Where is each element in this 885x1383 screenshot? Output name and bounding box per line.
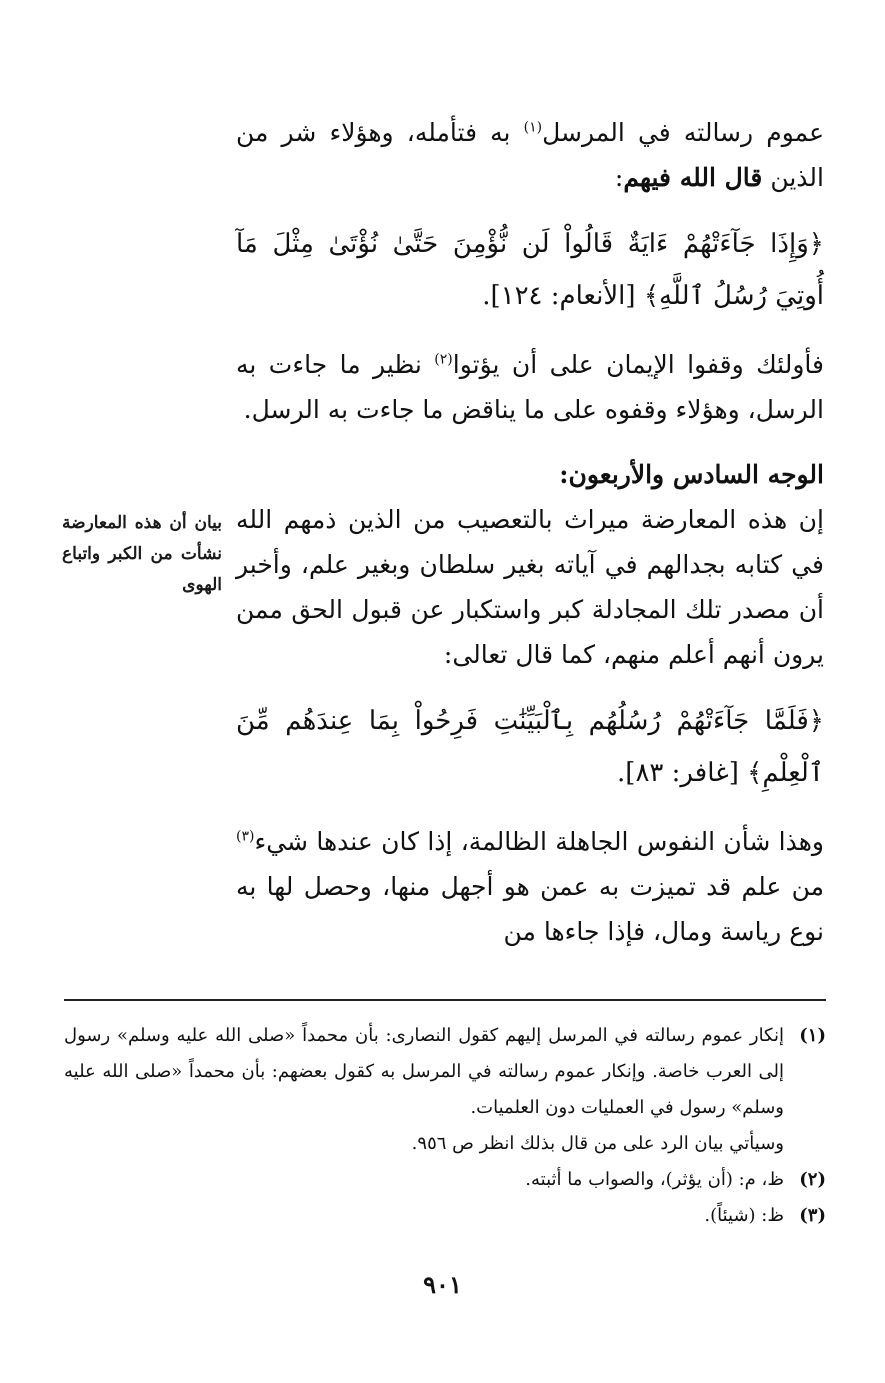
footnote-3 bbox=[64, 1198, 826, 1234]
footnote-number: (٢) bbox=[799, 1169, 826, 1190]
paragraph-2: فأولئك وقفوا الإيمان على أن يؤتوا$^{(٢)}$ نظير ما جاءت به الرسل، وهؤلاء وقفوه على ما يناقض ما جاءت به الرسل. bbox=[236, 350, 824, 424]
paragraph-4: وهذا شأن النفوس الجاهلة الظالمة، إذا كان عندها شيء$^{(٣)}$ من علم قد تميزت به عمن هو أجهل منها، وحصل لها به نوع رياسة ومال، فإذا جاءها من bbox=[236, 827, 824, 946]
margin-note: بيان أن هذه المعارضة نشأت من الكبر واتباع الهوى bbox=[62, 513, 222, 595]
footnote-1 bbox=[64, 1018, 826, 1126]
footnote-marker-3: (٣) bbox=[236, 828, 255, 845]
footnote-1-continuation: وسيأتي بيان الرد على من قال بذلك انظر ص ٩٥٦. bbox=[411, 1133, 784, 1154]
paragraph-1: عموم رسالته في المرسل$^{(١)}$ به فتأمله، وهؤلاء شر من الذين قال الله فيهم: bbox=[236, 118, 824, 192]
footnote-marker-1: (١) bbox=[523, 119, 543, 136]
footnote-2 bbox=[64, 1162, 826, 1198]
paragraph-3: إن هذه المعارضة ميراث بالتعصيب من الذين ذمهم الله في كتابه بجدالهم في آياته بغير سلطان وبغير علم، وأخبر أن مصدر تلك المجادلة كبر واستكبار عن قبول الحق ممن يرون أنهم أعلم منهم، كما قال تعالى: bbox=[236, 505, 824, 669]
footnote-text: ظ: (شيئاً). bbox=[704, 1205, 784, 1226]
footnote-marker-2: (٢) bbox=[434, 351, 453, 368]
footnote-text: ظ، م: (أن يؤثر)، والصواب ما أثبته. bbox=[525, 1169, 784, 1190]
footnote-text: إنكار عموم رسالته في المرسل إليهم كقول النصارى: بأن محمداً «صلى الله عليه وسلم» رسول إلى العرب خاصة. وإنكار عموم رسالته في المرسل به كقول بعضهم: بأن محمداً «صلى الله عليه وسلم» رسول في العمليات دون العلميات. bbox=[64, 1025, 784, 1118]
verse-reference-2: [غافر: ٨٣]. bbox=[617, 758, 748, 788]
footnote-separator bbox=[64, 999, 826, 1001]
quran-verse-1: ﴿وَإِذَا جَآءَتْهُمْ ءَايَةٌ قَالُواْ لَن نُّؤْمِنَ حَتَّىٰ نُؤْتَىٰ مِثْلَ مَآ أُوتِيَ رُسُلُ ٱللَّهِ﴾ [الأنعام: ١٢٤]. bbox=[236, 229, 824, 311]
main-text bbox=[236, 110, 824, 954]
footnotes bbox=[64, 1018, 826, 1234]
footnote-number: (٣) bbox=[799, 1205, 826, 1226]
footnote-number: (١) bbox=[799, 1025, 826, 1046]
section-heading: الوجه السادس والأربعون: bbox=[559, 460, 824, 489]
quran-verse-2: ﴿فَلَمَّا جَآءَتْهُمْ رُسُلُهُم بِٱلْبَيِّنَٰتِ فَرِحُواْ بِمَا عِندَهُم مِّنَ ٱلْعِلْمِ﴾ [غافر: ٨٣]. bbox=[236, 706, 824, 788]
verse-reference-1: [الأنعام: ١٢٤]. bbox=[482, 281, 644, 311]
page-number: ٩٠١ bbox=[423, 1270, 462, 1299]
